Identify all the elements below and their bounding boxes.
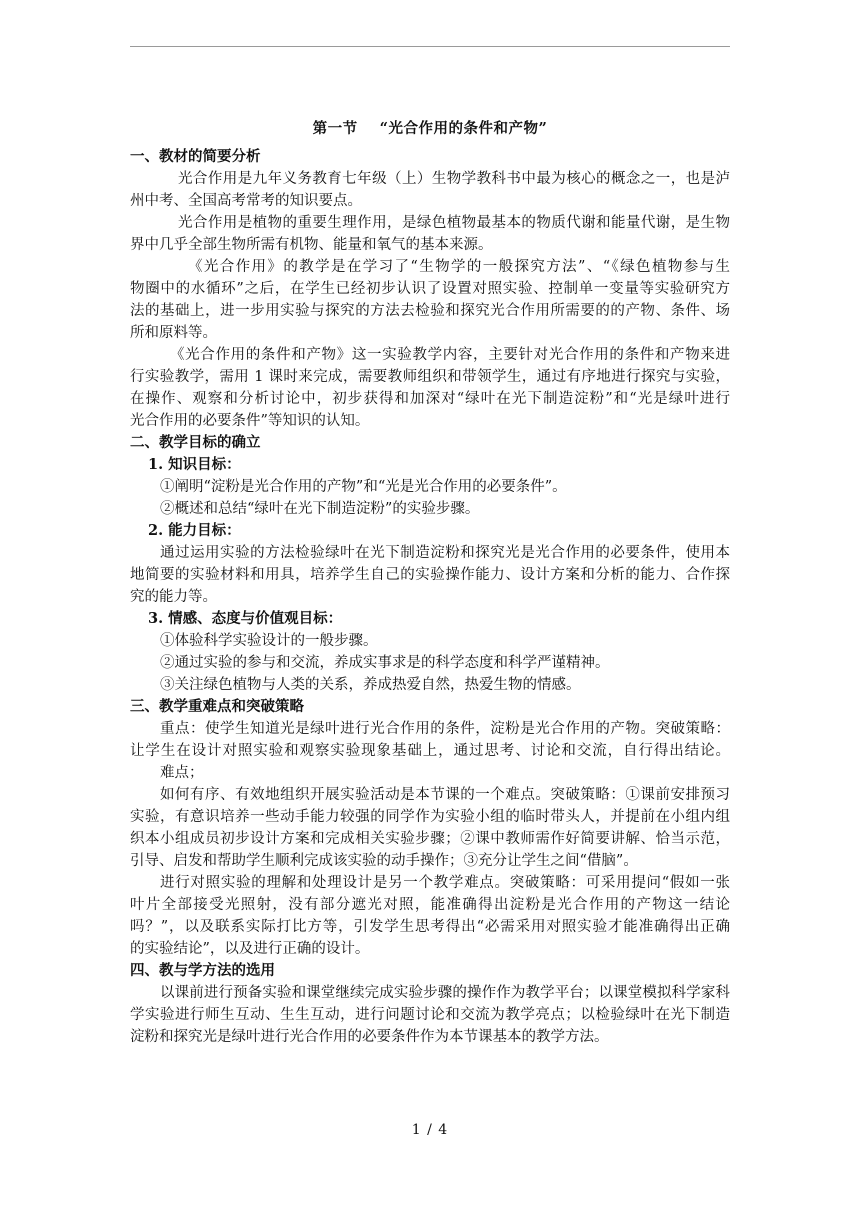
paragraph-line: 以课前进行预备实验和课堂继续完成实验步骤的操作作为教学平台；以课堂模拟科学家科 (160, 985, 730, 1001)
section-heading: 1. 知识目标： (148, 456, 241, 473)
paragraph-line: 织本小组成员初步设计方案和完成相关实验步骤；②课中教师需作好简要讲解、恰当示范， (130, 831, 730, 847)
paragraph-line: 如何有序、有效地组织开展实验活动是本节课的一个难点。突破策略：①课前安排预习 (160, 787, 730, 803)
section-heading: 一、教材的简要分析 (130, 148, 261, 165)
paragraph-line: 吗？”，以及联系实际打比方等，引发学生思考得出“必需采用对照实验才能准确得出正确 (130, 919, 730, 935)
paragraph-line: 光合作用的必要条件”等知识的认知。 (130, 413, 370, 429)
paragraph-line: 究的能力等。 (130, 589, 217, 605)
section-title (0, 117, 860, 138)
section-heading: 四、教与学方法的选用 (130, 962, 275, 979)
section-heading: 二、教学目标的确立 (130, 434, 261, 451)
paragraph-line: 界中几乎全部生物所需有机物、能量和氧气的基本来源。 (130, 237, 493, 253)
paragraph-line: 引导、启发和帮助学生顺利完成该实验的动手操作；③充分让学生之间“借脑”。 (130, 853, 638, 869)
paragraph-line: 地简要的实验材料和用具，培养学生自己的实验操作能力、设计方案和分析的能力、合作探 (130, 567, 730, 583)
paragraph-line: 难点； (160, 765, 204, 781)
paragraph-line: 实验，有意识培养一些动手能力较强的同学作为实验小组的临时带头人，并提前在小组内组 (130, 809, 730, 825)
section-title-main: “光合作用的条件和产物” (379, 120, 548, 137)
section-heading: 3. 情感、态度与价值观目标： (148, 610, 343, 627)
paragraph-line: ②通过实验的参与和交流，养成实事求是的科学态度和科学严谨精神。 (160, 655, 610, 671)
paragraph-line: 光合作用是植物的重要生理作用，是绿色植物最基本的物质代谢和能量代谢，是生物 (178, 215, 730, 231)
paragraph-line: 法的基础上，进一步用实验与探究的方法去检验和探究光合作用所需要的的产物、条件、场 (130, 303, 730, 319)
paragraph-line: ①阐明“淀粉是光合作用的产物”和“光是光合作用的必要条件”。 (160, 479, 567, 495)
header-rule (130, 46, 730, 47)
paragraph-line: 《光合作用》的教学是在学习了“生物学的一般探究方法”、“《绿色植物参与生 (188, 259, 730, 275)
paragraph-line: 光合作用是九年义务教育七年级（上）生物学教科书中最为核心的概念之一，也是泸 (178, 171, 730, 187)
paragraph-line: 的实验结论”，以及进行正确的设计。 (130, 941, 370, 957)
paragraph-line: 重点：使学生知道光是绿叶进行光合作用的条件，淀粉是光合作用的产物。突破策略： (160, 721, 730, 737)
paragraph-line: 叶片全部接受光照射，没有部分遮光对照，能准确得出淀粉是光合作用的产物这一结论 (130, 897, 730, 913)
paragraph-line: 淀粉和探究光是绿叶进行光合作用的必要条件作为本节课基本的教学方法。 (130, 1029, 609, 1045)
section-title-prefix: 第一节 (312, 120, 358, 137)
section-heading: 2. 能力目标： (148, 522, 241, 539)
paragraph-line: 《光合作用的条件和产物》这一实验教学内容，主要针对光合作用的条件和产物来进 (170, 347, 730, 363)
page-number: 1 / 4 (411, 1122, 449, 1138)
paragraph-line: 物圈中的水循环”之后，在学生已经初步认识了设置对照实验、控制单一变量等实验研究方 (130, 281, 730, 297)
section-heading: 三、教学重难点和突破策略 (130, 698, 304, 715)
paragraph-line: 所和原料等。 (130, 325, 217, 341)
paragraph-line: 通过运用实验的方法检验绿叶在光下制造淀粉和探究光是光合作用的必要条件，使用本 (160, 545, 730, 561)
paragraph-line: ③关注绿色植物与人类的关系，养成热爱自然，热爱生物的情感。 (160, 677, 581, 693)
paragraph-line: ②概述和总结“绿叶在光下制造淀粉”的实验步骤。 (160, 501, 480, 517)
paragraph-line: 学实验进行师生互动、生生互动，进行问题讨论和交流为教学亮点；以检验绿叶在光下制造 (130, 1007, 730, 1023)
paragraph-line: 在操作、观察和分析讨论中，初步获得和加深对“绿叶在光下制造淀粉”和“光是绿叶进行 (130, 391, 730, 407)
paragraph-line: 州中考、全国高考常考的知识要点。 (130, 193, 362, 209)
paragraph-line: 行实验教学，需用 1 课时来完成，需要教师组织和带领学生，通过有序地进行探究与实验， (130, 369, 730, 385)
paragraph-line: ①体验科学实验设计的一般步骤。 (160, 633, 378, 649)
paragraph-line: 进行对照实验的理解和处理设计是另一个教学难点。突破策略：可采用提问“假如一张 (160, 875, 730, 891)
paragraph-line: 让学生在设计对照实验和观察实验现象基础上，通过思考、讨论和交流，自行得出结论。 (130, 743, 730, 759)
